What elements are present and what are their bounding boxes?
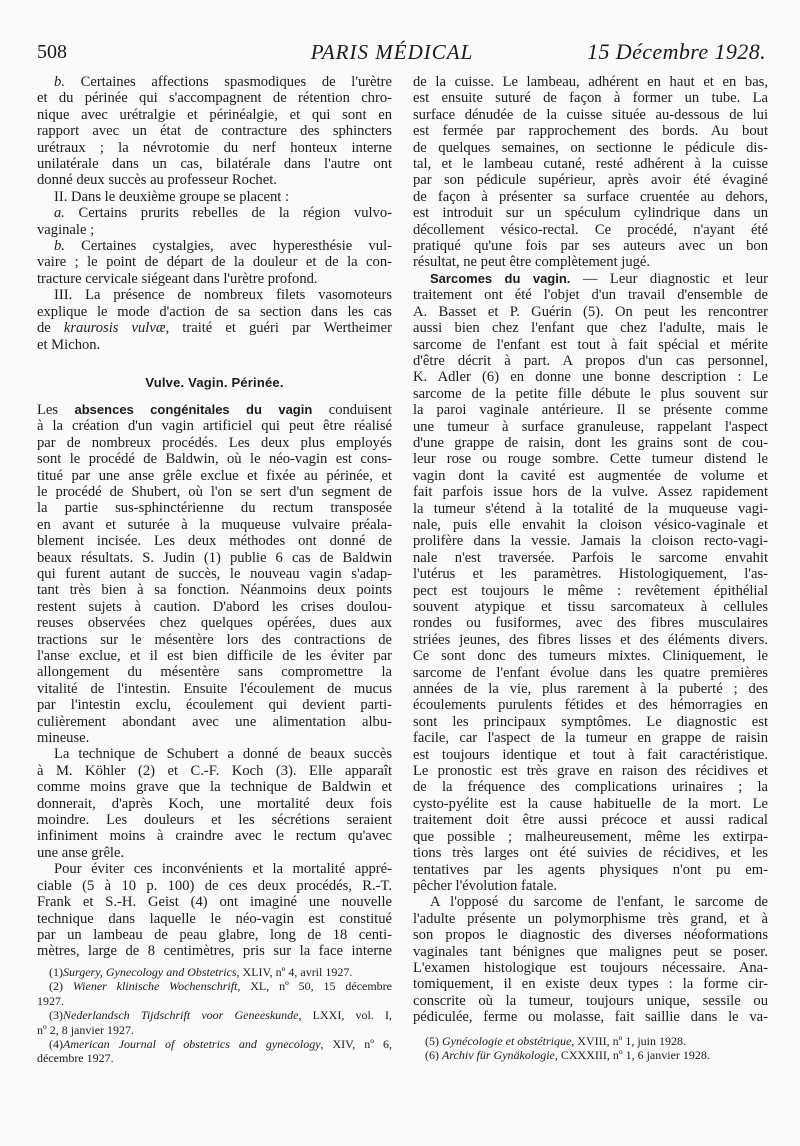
- text-line: sarcome de la petite fille débute le plus souvent sur: [413, 385, 768, 402]
- text-line: A l'opposé du sarcome de l'enfant, le sarcome de: [430, 894, 768, 911]
- text-line: que possible ; malheureusement, même les extirpa-: [413, 828, 768, 845]
- text-run: (6): [425, 1048, 442, 1063]
- text-line: rapport avec un état de contracture des sphincters: [37, 123, 392, 140]
- journal-title: PARIS MÉDICAL: [310, 40, 474, 64]
- text-line: A. Basset et P. Guérin (5). On peut les rencontrer: [413, 303, 768, 320]
- text-run: , XL, nº 50, 15 décembre: [237, 979, 392, 994]
- footnote-line: nº 2, 8 janvier 1927.: [37, 1022, 135, 1037]
- text-line: nale n'est traversée. Parfois le sarcome envahit: [413, 549, 768, 566]
- text-line: K. Adler (6) en donne une bonne description : Le: [413, 369, 768, 386]
- text-line: Pour éviter ces inconvénients et la mortalité appré-: [54, 861, 392, 878]
- text-line: conscrite où la tumeur, toujours unique, sessile ou: [413, 992, 768, 1009]
- paragraph: [413, 894, 768, 1025]
- text-line: l'utérus et les paramètres. Histologiquement, l'as-: [413, 566, 768, 583]
- footnote: [413, 1048, 768, 1062]
- text-line: striées jeunes, des fibres lisses et des éléments divers.: [413, 631, 768, 648]
- text-line: l'anse exclue, et il est bien difficile de les éviter par: [37, 648, 392, 664]
- text-line: [413, 271, 768, 287]
- text-line: reuses observées chez quelques opérées, dues aux: [37, 615, 392, 632]
- text-run: , XLIV, nº 4, avril 1927.: [236, 965, 353, 979]
- text-run: Certaines affections spasmodiques de l'urètre: [64, 74, 392, 90]
- text-line: est toujours identique et tout à fait caractéristique.: [413, 746, 768, 763]
- text-line: de la cuisse. Le lambeau, adhérent en haut et en bas,: [413, 74, 768, 90]
- text-line: mètres, large de 8 centimètres, pris sur la face interne: [37, 943, 392, 960]
- text-line: donné deux succès au professeur Rochet.: [37, 172, 277, 189]
- italic-text: American Journal of obstetrics and gynecology: [63, 1037, 321, 1052]
- text-run: Les: [37, 401, 75, 418]
- text-line: blement incisée. Les deux méthodes ont donné de: [37, 533, 392, 550]
- text-line: titué par une anse grêle exclue et fixée au périnée, et: [37, 467, 392, 484]
- paragraph: [37, 861, 392, 959]
- text-line: pect est toujours le même : revêtement épithélial: [413, 582, 768, 599]
- text-line: comme moins grave que la technique de Baldwin et: [37, 779, 392, 796]
- text-line: aussi bien chez l'enfant que chez l'adulte, mais le: [413, 320, 768, 337]
- footnote-line: [37, 1008, 392, 1022]
- text-line: unilatérale dans un cas, bilatérale dans l'autre ont: [37, 156, 392, 173]
- text-line: de façon à présenter sa surface cruentée au dehors,: [413, 188, 768, 205]
- footnote: [37, 965, 392, 979]
- text-line: à M. Köhler (2) et C.-F. Koch (3). Elle apparaît: [37, 762, 392, 779]
- text-line: vagin dont la cavité est augmentée de volume et: [413, 467, 768, 484]
- text-line: mineuse.: [37, 730, 90, 747]
- paragraph: [413, 271, 768, 894]
- text-run: , CXXXIII, nº 1, 6 janvier 1928.: [554, 1048, 710, 1063]
- text-line: de la fréquence des complications urinaires ; la: [413, 779, 768, 796]
- text-run: conduisent: [312, 401, 392, 418]
- footnote-line: [413, 1034, 768, 1048]
- text-line: tal, et le lambeau cutané, resté adhérent à la cuisse: [413, 156, 768, 173]
- text-line: la partie sus-sphinctérienne du rectum transposée: [37, 500, 392, 517]
- text-line: résultat, ne peut être complètement jugé.: [413, 254, 651, 271]
- text-line: son propos le diagnostic des diverses néoformations: [413, 927, 768, 944]
- paragraph: [37, 746, 392, 861]
- text-line: prolifère dans la vessie. Jamais la cloison recto-vagi-: [413, 533, 768, 550]
- text-line: rondes ou fusiformes, avec des fibres musculaires: [413, 615, 768, 632]
- page-number: 508: [37, 41, 67, 63]
- text-run: (5): [425, 1034, 442, 1048]
- issue-date: 15 Décembre 1928.: [587, 39, 766, 64]
- text-line: III. La présence de nombreux filets vasomoteurs: [54, 287, 392, 304]
- text-line: [37, 238, 392, 254]
- text-line: d'être décrit à part. A propos d'un cas personnel,: [413, 352, 768, 369]
- paragraph: [37, 287, 392, 353]
- text-line: vaginale ;: [37, 221, 95, 238]
- text-line: en avant et suturée à la muqueuse vulvaire préala-: [37, 516, 392, 533]
- text-line: donnerait, d'après Koch, une mortalité deux fois: [37, 795, 392, 812]
- text-line: tant très bien à sa fonction. Néanmoins deux points: [37, 582, 392, 599]
- text-line: sarcome de l'enfant évolue dans les quatre premières: [413, 664, 768, 681]
- footnote: [37, 979, 392, 1008]
- text-line: une anse grêle.: [37, 844, 125, 861]
- text-line: tracture cervicale siégeant dans l'urètre profond.: [37, 270, 318, 287]
- text-line: décollement vésico-rectal. Ce procédé, n'ayant été: [413, 221, 768, 238]
- footnote-line: 1927.: [37, 993, 64, 1008]
- footnote-line: [413, 1048, 768, 1062]
- text-line: la tumeur s'étend à la totalité de la muqueuse vagi-: [413, 500, 768, 517]
- text-line: moindre. Les douleurs et les sécrétions seraient: [37, 812, 392, 829]
- text-line: cysto-pyélite est la cause habituelle de la mort. Le: [413, 795, 768, 812]
- text-line: La technique de Schubert a donné de beaux succès: [54, 746, 392, 763]
- text-run: (4): [49, 1037, 63, 1052]
- text-line: et Michon.: [37, 336, 101, 353]
- text-line: [37, 205, 392, 221]
- footnote-line: [37, 965, 392, 979]
- text-line: pratiqué qu'une fois par ses auteurs avec un bon: [413, 238, 768, 255]
- text-line: traitement ont été l'objet d'un travail d'ensemble de: [413, 287, 768, 304]
- text-line: par l'intestin exclu, écoulement qui devient parti-: [37, 697, 392, 714]
- left-column: [37, 74, 392, 960]
- text-line: tentatives par les agents physiques n'ont pu em-: [413, 861, 768, 878]
- italic-text: b.: [54, 238, 65, 255]
- text-run: (2): [49, 979, 73, 994]
- text-line: est ensuite suturé de façon à former un tube. La: [413, 90, 768, 107]
- text-line: par un lambeau de peau glabre, long de 18 centi-: [37, 926, 392, 943]
- text-line: vaire ; le point de départ de la douleur et de la con-: [37, 254, 392, 271]
- text-line: sont le procédé de Baldwin, où le néo-vagin est cons-: [37, 451, 392, 468]
- text-run: , XVIII, nº 1, juin 1928.: [571, 1034, 687, 1048]
- text-line: leur rose ou rouge sombre. Cette tumeur distend le: [413, 451, 768, 468]
- left-footnotes: [37, 965, 392, 1066]
- text-line: [37, 320, 392, 336]
- italic-text: b.: [54, 74, 65, 90]
- paragraph: [37, 205, 392, 238]
- text-line: par son pédicule supérieur, après avoir été évaginé: [413, 172, 768, 189]
- footnote: [37, 1037, 392, 1066]
- text-line: pêcher l'évolution fatale.: [413, 877, 558, 894]
- text-run: (1): [49, 965, 63, 979]
- text-line: fait parfois issue hors de la vulve. Assez rapidement: [413, 484, 768, 501]
- text-line: sarcome de l'enfant est tout à fait spécial et mérite: [413, 336, 768, 353]
- text-run: Certaines cystalgies, avec hyperesthésie vul-: [64, 238, 392, 255]
- text-line: surface dénudée de la cuisse située au-dessous de lui: [413, 106, 768, 123]
- text-line: culièrement abondant avec une alimentation albu-: [37, 713, 392, 730]
- text-line: Frank et S.-H. Geist (4) ont imaginé une nouvelle: [37, 894, 392, 911]
- text-line: [37, 74, 392, 90]
- italic-text: a.: [54, 205, 65, 222]
- text-line: nique avec urétralgie et périnéalgie, et qui sont en: [37, 106, 392, 123]
- text-line: à la création d'un vagin artificiel qui peut être réalisé: [37, 418, 392, 435]
- text-line: sont les principaux symptômes. Le diagnostic est: [413, 713, 768, 730]
- paragraph: [37, 189, 392, 205]
- text-line: tomiquement, il en existe deux types : la forme cir-: [413, 976, 768, 993]
- italic-text: Wiener klinische Wochenschrift: [72, 979, 238, 994]
- text-line: allongement du mésentère sans compromettre la: [37, 664, 392, 681]
- text-line: d'une grappe de raisin, dont les grains sont de cou-: [413, 434, 768, 451]
- text-line: Le pronostic est très grave en raison des récidives et: [413, 763, 768, 780]
- text-line: est introduit sur un spéculum cylindrique dans un: [413, 205, 768, 222]
- section-heading: Vulve. Vagin. Périnée.: [145, 374, 284, 390]
- paragraph: [413, 74, 768, 271]
- footnote: [37, 1008, 392, 1037]
- text-line: pédiculée, ferme ou molasse, fait saillie dans le va-: [413, 1009, 768, 1026]
- text-line: écoulements purulents fétides et des hémorragies en: [413, 697, 768, 714]
- text-line: vitalité de l'intestin. Ensuite l'écoulement de mucus: [37, 680, 392, 697]
- text-line: une tumeur à surface granuleuse, rappelant l'aspect: [413, 418, 768, 435]
- text-run: , XIV, nº 6,: [320, 1037, 392, 1052]
- text-run: , LXXI, vol. I,: [298, 1008, 392, 1023]
- text-line: nale, puis elle envahit la cloison vésico-vaginale et: [413, 516, 768, 533]
- italic-text: Archiv für Gynäkologie: [442, 1048, 555, 1063]
- text-line: facile, car l'aspect de la tumeur en grappe de raisin: [413, 730, 768, 747]
- text-line: vaginales tant bénignes que malignes peut se poser.: [413, 943, 768, 960]
- text-line: infiniment moins à craindre avec le rectum qu'avec: [37, 828, 392, 845]
- bold-run-in: absences congénitales du vagin: [74, 401, 313, 417]
- text-line: et du périnée qui s'accompagnent de rétention chro-: [37, 90, 392, 107]
- text-line: technique dans laquelle le néo-vagin est constitué: [37, 910, 392, 927]
- text-line: la paroi vaginale antérieure. Il se présente comme: [413, 402, 768, 419]
- footnote: [413, 1034, 768, 1048]
- italic-text: Nederlandsch Tijdschrift voor Geneeskunde: [63, 1008, 299, 1023]
- text-line: le procédé de Shubert, où l'on se sert d'un segment de: [37, 483, 392, 500]
- paragraph: [37, 238, 392, 287]
- footnote-line: [37, 1037, 392, 1051]
- text-line: souvent atypique et tissu sarcomateux à cellules: [413, 599, 768, 615]
- paragraph: [37, 74, 392, 189]
- right-footnotes: [413, 1034, 768, 1063]
- text-line: L'examen histologique est toujours nécessaire. Ana-: [413, 959, 768, 976]
- text-line: urétraux ; la névrotomie du nerf honteux interne: [37, 139, 392, 156]
- text-line: tions très larges ont été suivies de récidives, et les: [413, 845, 768, 862]
- text-line: l'adulte présente un polymorphisme très grand, et à: [413, 910, 768, 927]
- text-line: explique le mode d'action de sa section dans les cas: [37, 303, 392, 320]
- text-line: II. Dans le deuxième groupe se placent :: [54, 188, 290, 205]
- text-run: , traité et guéri par Wertheimer: [165, 320, 392, 337]
- text-run: — Leur diagnostic et leur: [570, 270, 768, 287]
- italic-text: kraurosis vulvæ: [63, 320, 166, 337]
- text-line: tractions sur le mésentère lors des contractions de: [37, 631, 392, 648]
- text-line: traitement doit être aussi précoce et aussi radical: [413, 812, 768, 829]
- text-line: de quelques semaines, on sectionne le pédicule dis-: [413, 139, 768, 156]
- italic-text: Surgery, Gynecology and Obstetrics: [63, 965, 237, 979]
- text-run: (3): [49, 1008, 63, 1023]
- footnote-line: [37, 979, 392, 993]
- text-line: ciable (5 à 10 p. 100) de ces deux procédés, R.-T.: [37, 877, 392, 894]
- text-line: par de nombreux procédés. Les deux plus employés: [37, 434, 392, 451]
- bold-run-in: Sarcomes du vagin.: [430, 270, 571, 286]
- text-line: est fermée par rapprochement des bords. Au bout: [413, 123, 768, 140]
- paragraph: [37, 402, 392, 747]
- footnote-line: décembre 1927.: [37, 1051, 114, 1066]
- text-run: Certains prurits rebelles de la région vulvo-: [64, 205, 392, 222]
- text-line: années de la vie, plus rarement à la puberté ; des: [413, 681, 768, 698]
- text-line: restent sujets à caution. D'abord les crises doulou-: [37, 598, 392, 615]
- italic-text: Gynécologie et obstétrique: [442, 1034, 572, 1048]
- text-line: beaux résultats. S. Judin (1) publie 6 cas de Baldwin: [37, 549, 392, 566]
- text-line: [37, 402, 392, 418]
- text-run: de: [37, 320, 64, 337]
- text-line: Ce sont donc des tumeurs mixtes. Cliniquement, le: [413, 648, 768, 665]
- text-line: qui furent autant de succès, le nouveau vagin s'adap-: [37, 565, 392, 582]
- right-column: [413, 74, 768, 1026]
